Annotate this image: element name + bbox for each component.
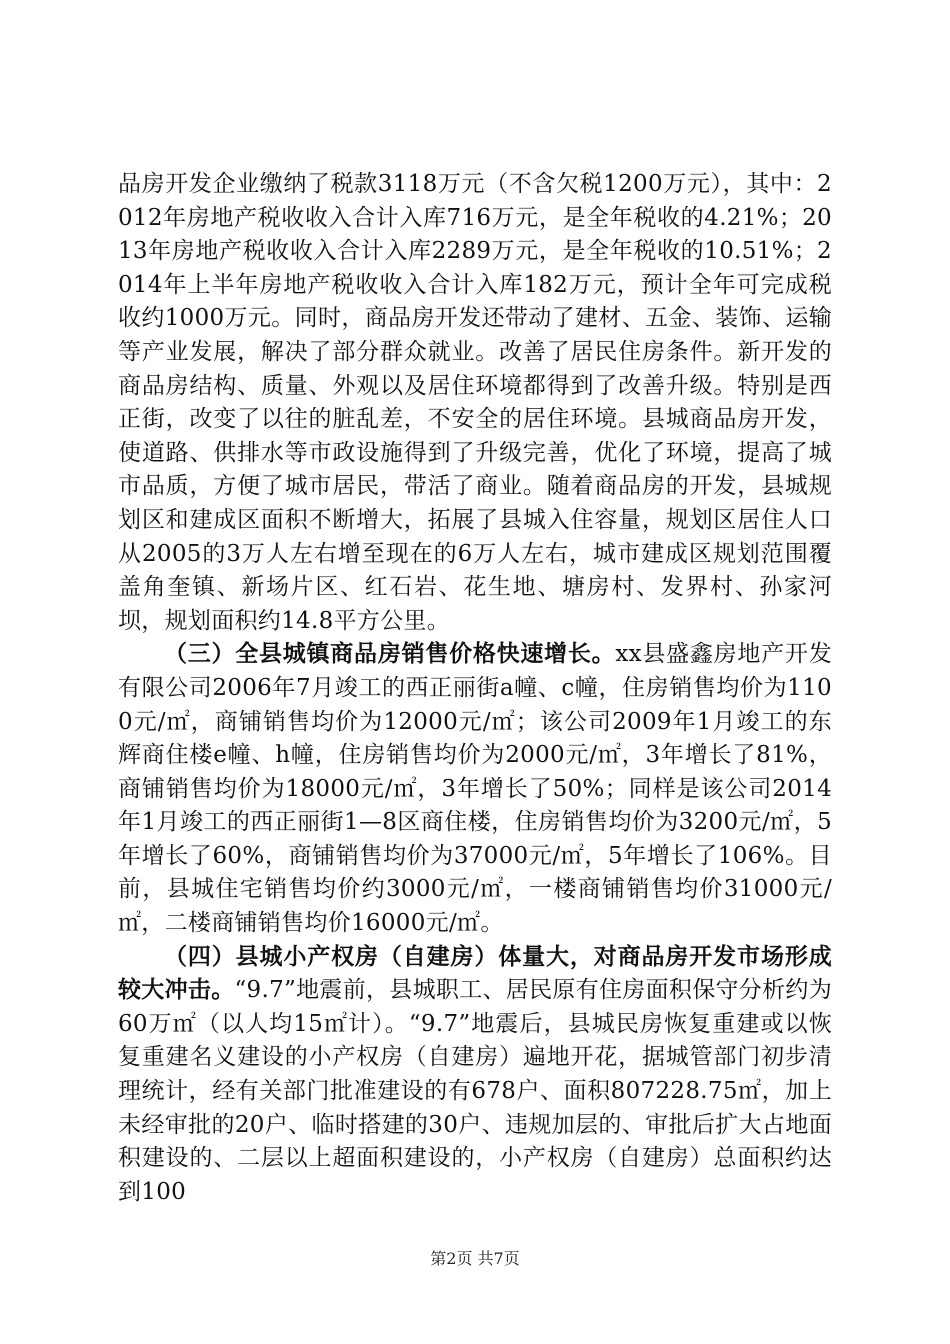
paragraph-3-text: “9.7”地震前，县城职工、居民原有住房面积保守分析约为60万㎡（以人均15㎡计）。“9.7”地震后，县城民房恢复重建或以恢复重建名义建设的小产权房（自建房）遍地开花，据城管部门初步清理统计，经有关部门批准建设的有678户、面积807228.75㎡，加上未经审批的20户、临时搭建的30户、违规加层的、审批后扩大占地面积建设的、二层以上超面积建设的，小产权房（自建房）总面积约达到100: [118, 977, 832, 1205]
section-heading-4: （四）县城小产权房（自建房）体量大，对商品房开发市场形成较大冲击。: [118, 943, 832, 1004]
document-body: [118, 168, 832, 1209]
paragraph-3: [118, 941, 832, 1210]
page-number-footer: 第2页 共7页: [430, 1249, 520, 1268]
section-heading-3: （三）全县城镇商品房销售价格快速增长。: [164, 641, 616, 668]
paragraph-2: [118, 638, 832, 940]
paragraph-1-text: 品房开发企业缴纳了税款3118万元（不含欠税1200万元），其中：2012年房地产税收收入合计入库716万元，是全年税收的4.21%；2013年房地产税收收入合计入库2289万元，是全年税收的10.51%；2014年上半年房地产税收收入合计入库182万元，预计全年可完成税收约1000万元。同时，商品房开发还带动了建材、五金、装饰、运输等产业发展，解决了部分群众就业。改善了居民住房条件。新开发的商品房结构、质量、外观以及居住环境都得到了改善升级。特别是西正街，改变了以往的脏乱差，不安全的居住环境。县城商品房开发，使道路、供排水等市政设施得到了升级完善，优化了环境，提高了城市品质，方便了城市居民，带活了商业。随着商品房的开发，县城规划区和建成区面积不断增大，拓展了县城入住容量，规划区居住人口从2005的3万人左右增至现在的6万人左右，城市建成区规划范围覆盖角奎镇、新场片区、红石岩、花生地、塘房村、发界村、孙家河坝，规划面积约14.8平方公里。: [118, 171, 832, 634]
paragraph-1: [118, 168, 832, 638]
paragraph-2-text: xx县盛鑫房地产开发有限公司2006年7月竣工的西正丽街a幢、c幢，住房销售均价为1100元/㎡，商铺销售均价为12000元/㎡；该公司2009年1月竣工的东辉商住楼e幢、h幢，住房销售均价为2000元/㎡，3年增长了81%，商铺销售均价为18000元/㎡，3年增长了50%；同样是该公司2014年1月竣工的西正丽街1—8区商住楼，住房销售均价为3200元/㎡，5年增长了60%，商铺销售均价为37000元/㎡，5年增长了106%。目前，县城住宅销售均价约3000元/㎡，一楼商铺销售均价31000元/㎡，二楼商铺销售均价16000元/㎡。: [118, 641, 832, 937]
